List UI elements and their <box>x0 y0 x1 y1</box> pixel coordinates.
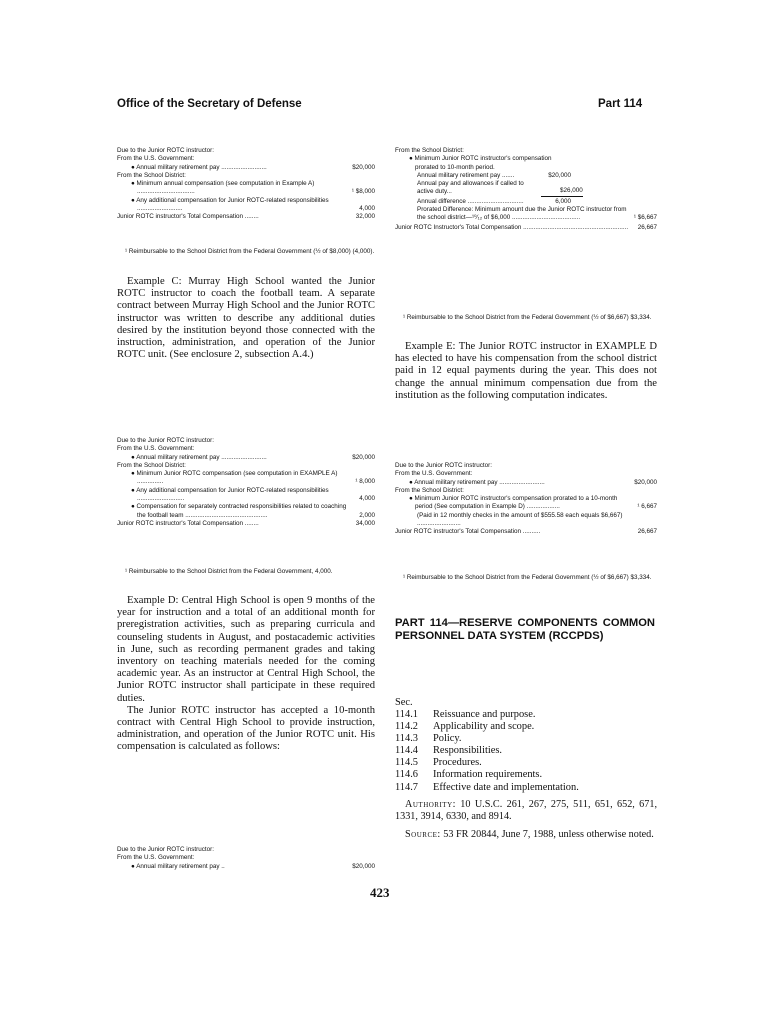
list-item[interactable]: 114.6 Information requirements. <box>395 769 543 781</box>
table-row: Junior ROTC Instructor's Total Compensation ............................................................ 26,667 <box>395 223 657 231</box>
section-list <box>395 697 657 794</box>
table-row: From the U.S. Government: <box>117 854 195 862</box>
table-row: ● Minimum Junior ROTC instructor's compensation prorated to a 10-month period (See computation in Example D) ................... ¹ 6,667 <box>409 495 657 511</box>
table-row: ● Annual military retirement pay .. $20,000 <box>131 862 375 870</box>
table-row: Prorated Difference: Minimum amount due the Junior ROTC instructor from the school district—¹⁰⁄₁₂ of $6,000 ....................................... ¹ $6,667 <box>417 206 657 222</box>
footnote: ¹ Reimbursable to the School District from the Federal Government, 4,000. <box>125 568 333 575</box>
running-header-part: Part 114 <box>598 98 643 110</box>
table-row: ● Any additional compensation for Junior ROTC-related responsibilities ........................... 4,000 <box>131 486 375 503</box>
table-row: ● Minimum Junior ROTC instructor's compensation prorated to 10-month period. <box>409 155 552 171</box>
compensation-table-example-b <box>117 147 375 222</box>
table-row: Annual pay and allowances if called to active duty... $26,000 <box>417 180 583 196</box>
authority-note: Authority: 10 U.S.C. 261, 267, 275, 511, 651, 652, 671, 1331, 3914, 6330, and 8914. <box>395 799 657 823</box>
table-row: ● Annual military retirement pay .......................... $20,000 <box>409 478 657 486</box>
table-row: From the U.S. Government: <box>395 470 473 478</box>
table-row: ● Any additional compensation for Junior ROTC-related responsibilities .......................... 4,000 <box>131 196 375 213</box>
footnote: ¹ Reimbursable to the School District from the Federal Government (½ of $6,667) $3,334. <box>403 314 652 321</box>
table-row: ● Annual military retirement pay .......................... $20,000 <box>131 163 375 171</box>
table-row: Due to the Junior ROTC instructor: <box>117 437 214 444</box>
section-list-label: Sec. <box>395 697 413 708</box>
table-row: From the School District: <box>117 461 186 469</box>
example-e-paragraph: Example E: The Junior ROTC instructor in EXAMPLE D has elected to have his compensation from the school district paid in 12 equal payments during the year. This does not change the annual minimum compensation due from the institution as the following computation indicates. <box>395 341 657 401</box>
table-row: Annual military retirement pay ....... $20,000 <box>417 171 571 179</box>
table-row: From the U.S. Government: <box>117 155 195 163</box>
compensation-table-example-d-continued <box>395 147 657 232</box>
source-note: Source: 53 FR 20844, June 7, 1988, unless otherwise noted. <box>405 829 654 840</box>
table-row: ● Annual military retirement pay .......................... $20,000 <box>131 453 375 461</box>
list-item[interactable]: 114.7 Effective date and implementation. <box>395 781 579 793</box>
table-row: Junior ROTC instructor's Total Compensation ........ 32,000 <box>117 213 375 221</box>
part-heading: PART 114—RESERVE COMPONENTS COMMON PERSONNEL DATA SYSTEM (RCCPDS) <box>395 617 655 643</box>
table-row: Junior ROTC instructor's Total Compensation ........ 34,000 <box>117 519 375 527</box>
compensation-table-example-e <box>395 462 657 537</box>
table-row: Due to the Junior ROTC instructor: <box>395 462 492 469</box>
running-header-title: Office of the Secretary of Defense <box>117 98 302 110</box>
list-item[interactable]: 114.1 Reissuance and purpose. <box>395 709 536 720</box>
table-row: ● Compensation for separately contracted responsibilities related to coaching the football team ............................................... 2,000 <box>131 503 375 519</box>
table-row: ● Minimum annual compensation (see computation in Example A) ................................. ¹ $8,000 <box>131 180 375 196</box>
example-c-paragraph: Example C: Murray High School wanted the Junior ROTC instructor to coach the football team. A separate contract between Murray High School and the Junior ROTC instructor was written to describe any additional duties desired by the institution beyond those connected with the instruction, administration, and operation of the Junior ROTC unit. (See enclosure 2, subsection A.4.) <box>117 276 375 361</box>
table-row: From the School District: <box>395 147 464 154</box>
list-item[interactable]: 114.3 Policy. <box>395 733 462 745</box>
page-number: 423 <box>370 885 390 900</box>
table-row: From the School District: <box>117 171 186 179</box>
list-item[interactable]: 114.5 Procedures. <box>395 757 482 769</box>
table-row: ● Minimum Junior ROTC compensation (see computation in EXAMPLE A) ............... ¹ 8,000 <box>131 470 375 486</box>
footnote: ¹ Reimbursable to the School District from the Federal Government (½ of $6,667) $3,334. <box>403 574 652 581</box>
list-item[interactable]: 114.2 Applicability and scope. <box>395 721 535 733</box>
footnote: ¹ Reimbursable to the School District from the Federal Government (½ of $8,000) (4,000). <box>125 248 375 255</box>
table-row: Annual difference ................................ 6,000 <box>417 197 571 205</box>
table-row: Due to the Junior ROTC instructor: <box>117 147 214 154</box>
table-row: From the U.S. Government: <box>117 445 195 453</box>
table-row: Due to the Junior ROTC instructor: <box>117 846 214 853</box>
list-item[interactable]: 114.4 Responsibilities. <box>395 745 502 757</box>
table-row: From the School District: <box>395 486 464 494</box>
example-d-paragraph: Example D: Central High School is open 9 months of the year for instruction and a total of an additional month for preregistration activities, such as preparing curricula and counseling students in August, and postacademic activities in June, such as recording permanent grades and taking inventory on teaching materials needed for the coming academic year. As an instructor at Central High School, the Junior ROTC instructor shall participate in these required duties. The Junior ROTC instructor has accepted a 10-month contract with Central High School to provide instruction, administration, and operation of the Junior ROTC unit. His compensation is calculated as follows: <box>117 595 375 753</box>
table-row: Junior ROTC instructor's Total Compensation .......... 26,667 <box>395 528 657 536</box>
compensation-table-example-c <box>117 437 375 528</box>
compensation-table-example-d <box>117 846 375 871</box>
table-row: (Paid in 12 monthly checks in the amount of $555.58 each equals $6,667) ......................... <box>417 511 623 528</box>
